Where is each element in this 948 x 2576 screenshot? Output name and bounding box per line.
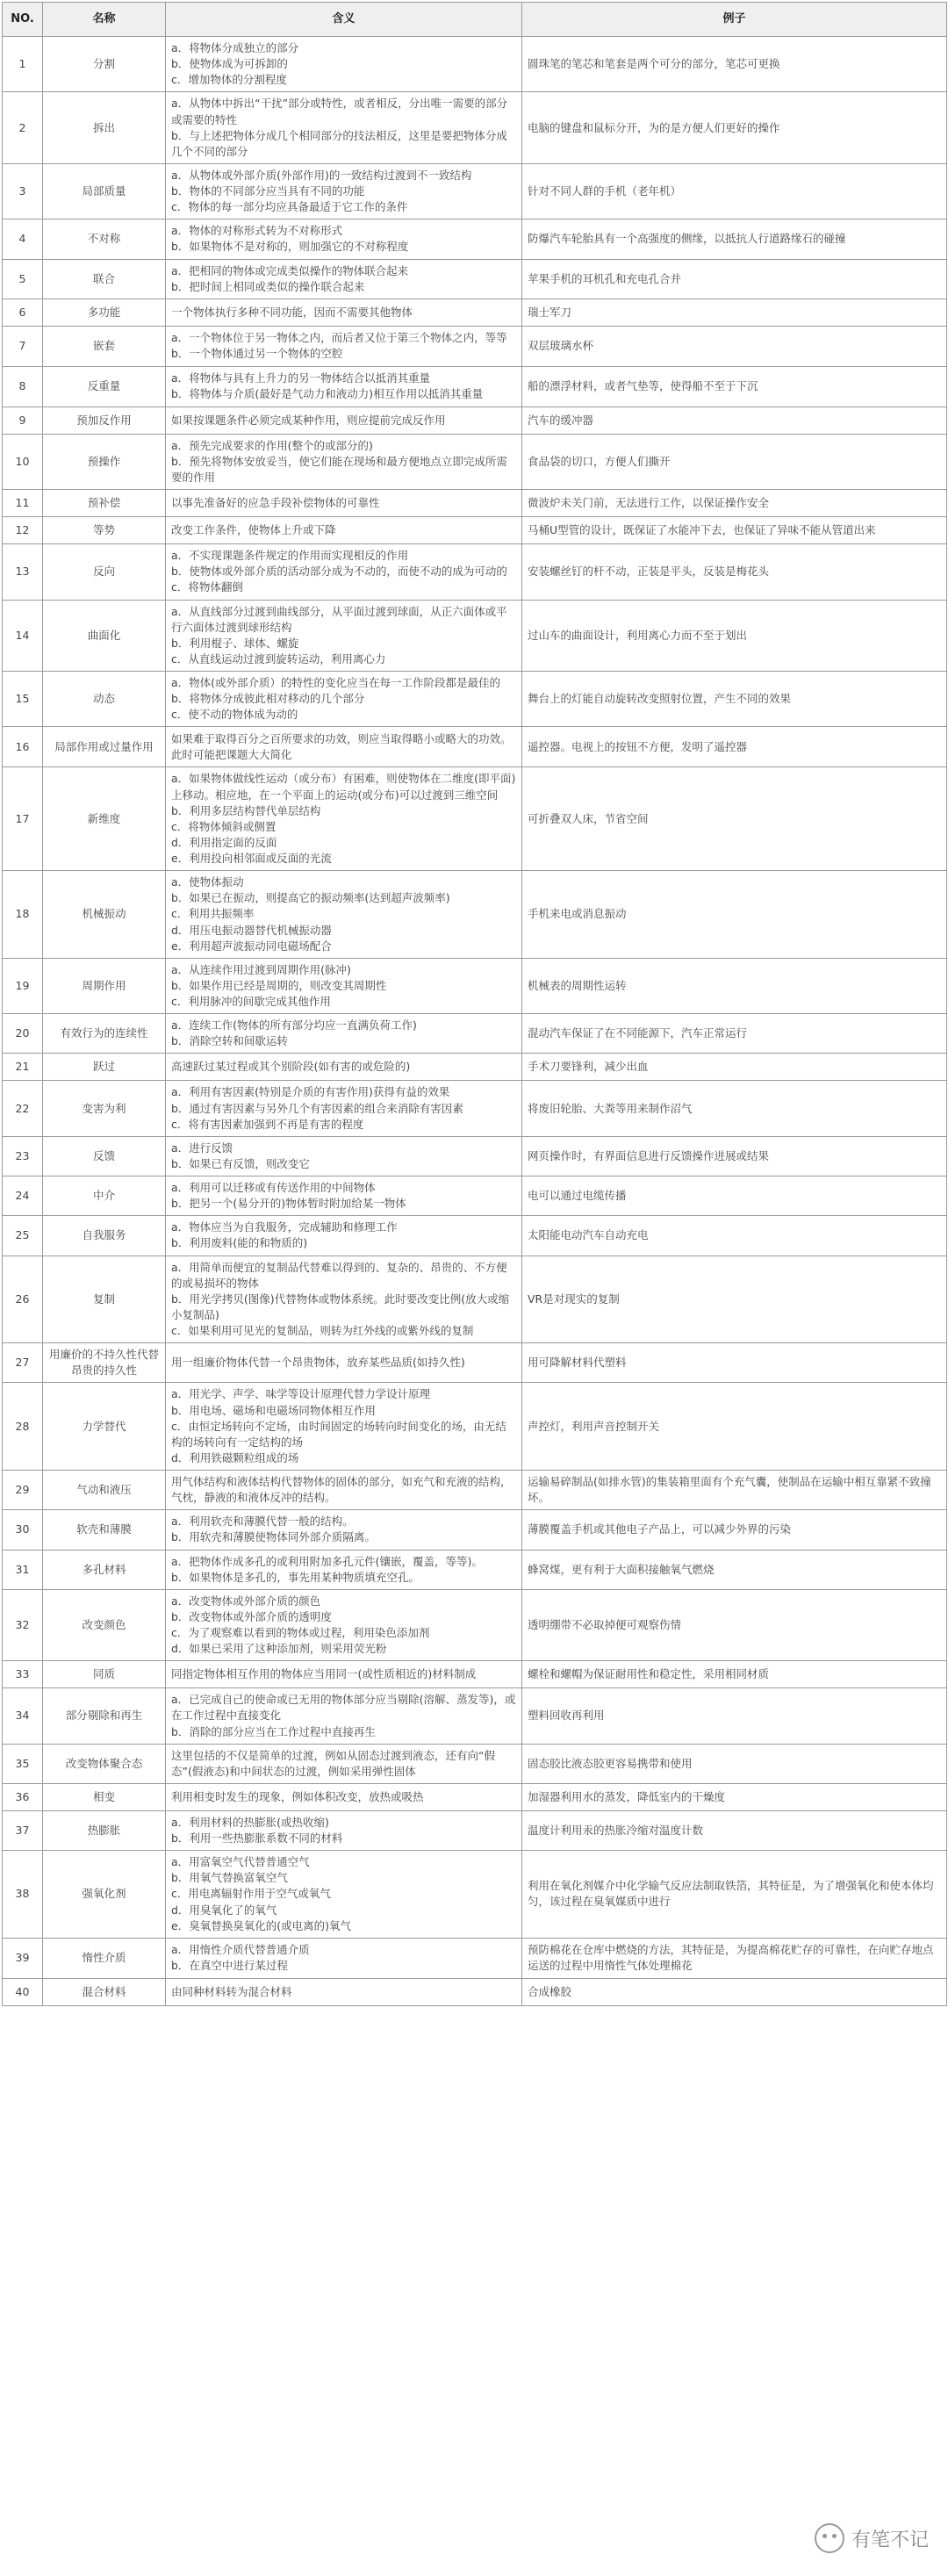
- cell-name: 动态: [43, 672, 166, 727]
- table-row: [3, 871, 947, 959]
- cell-example: 温度计利用汞的热胀冷缩对温度计数: [522, 1810, 947, 1850]
- cell-meaning: 一个物体执行多种不同功能，因而不需要其他物体: [166, 299, 522, 326]
- cell-name: 跃过: [43, 1054, 166, 1081]
- cell-no: 24: [3, 1176, 43, 1216]
- cell-no: 30: [3, 1510, 43, 1550]
- cell-name: 复制: [43, 1256, 166, 1343]
- cell-meaning: a．用惰性介质代替普通介质 b．在真空中进行某过程: [166, 1938, 522, 1978]
- header-no: NO.: [3, 3, 43, 37]
- cell-example: 遥控器。电视上的按钮不方便，发明了遥控器: [522, 727, 947, 767]
- table-row: [3, 1383, 947, 1471]
- cell-no: 17: [3, 767, 43, 871]
- watermark-text: 有笔不记: [851, 2529, 929, 2551]
- cell-no: 7: [3, 326, 43, 366]
- table-row: [3, 1810, 947, 1850]
- table-row: [3, 407, 947, 434]
- table-row: [3, 1661, 947, 1688]
- cell-example: 双层玻璃水杯: [522, 326, 947, 366]
- cell-name: 新维度: [43, 767, 166, 871]
- cell-name: 用廉价的不持久性代替昂贵的持久性: [43, 1343, 166, 1383]
- cell-name: 改变颜色: [43, 1589, 166, 1661]
- cell-example: 预防棉花在仓库中燃烧的方法，其特征是，为提高棉花贮存的可靠性，在向贮存地点运送的过程中用惰性气体处理棉花: [522, 1938, 947, 1978]
- table-row: [3, 490, 947, 517]
- cell-meaning: 利用相变时发生的现象，例如体积改变，放热或吸热: [166, 1783, 522, 1810]
- cell-name: 有效行为的连续性: [43, 1014, 166, 1054]
- cell-name: 局部作用或过量作用: [43, 727, 166, 767]
- table-row: [3, 219, 947, 259]
- cell-meaning: a．利用材料的热膨胀(或热收缩) b．利用一些热膨胀系数不同的材料: [166, 1810, 522, 1850]
- cell-no: 40: [3, 1978, 43, 2005]
- cell-example: 用可降解材料代塑料: [522, 1343, 947, 1383]
- cell-name: 软壳和薄膜: [43, 1510, 166, 1550]
- table-row: [3, 1589, 947, 1661]
- cell-meaning: a．物体的对称形式转为不对称形式 b．如果物体不是对称的，则加强它的不对称程度: [166, 219, 522, 259]
- cell-meaning: 如果难于取得百分之百所要求的功效，则应当取得略小或略大的功效。此时可能把课题大大简化: [166, 727, 522, 767]
- cell-example: 加湿器利用水的蒸发，降低室内的干燥度: [522, 1783, 947, 1810]
- cell-meaning: 同指定物体相互作用的物体应当用同一(或性质相近的)材料制成: [166, 1661, 522, 1688]
- cell-meaning: a．预先完成要求的作用(整个的或部分的) b．预先将物体安放妥当，使它们能在现场和最方便地点立即完成所需要的作用: [166, 434, 522, 489]
- cell-example: 针对不同人群的手机（老年机）: [522, 163, 947, 219]
- cell-name: 热膨胀: [43, 1810, 166, 1850]
- cell-name: 强氧化剂: [43, 1851, 166, 1939]
- cell-name: 气动和液压: [43, 1471, 166, 1510]
- cell-example: 运输易碎制品(如排水管)的集装箱里面有个充气囊，使制品在运输中相互靠紧不致撞坏。: [522, 1471, 947, 1510]
- cell-no: 15: [3, 672, 43, 727]
- table-row: [3, 1471, 947, 1510]
- cell-example: 马桶U型管的设计，既保证了水能冲下去，也保证了异味不能从管道出来: [522, 517, 947, 544]
- table-row: [3, 1081, 947, 1136]
- table-row: [3, 37, 947, 92]
- cell-no: 29: [3, 1471, 43, 1510]
- cell-meaning: a．把相同的物体或完成类似操作的物体联合起来 b．把时间上相同或类似的操作联合起来: [166, 259, 522, 299]
- cell-example: 手术刀要锋利，减少出血: [522, 1054, 947, 1081]
- table-row: [3, 1054, 947, 1081]
- cell-example: 舞台上的灯能自动旋转改变照射位置，产生不同的效果: [522, 672, 947, 727]
- table-row: [3, 958, 947, 1013]
- cell-name: 反向: [43, 544, 166, 600]
- table-row: [3, 434, 947, 489]
- cell-no: 16: [3, 727, 43, 767]
- cell-no: 20: [3, 1014, 43, 1054]
- cell-example: 机械表的周期性运转: [522, 958, 947, 1013]
- cell-name: 多功能: [43, 299, 166, 326]
- cell-name: 混合材料: [43, 1978, 166, 2005]
- cell-no: 12: [3, 517, 43, 544]
- cell-name: 反馈: [43, 1136, 166, 1176]
- cell-meaning: a．利用有害因素(特别是介质的有害作用)获得有益的效果 b．通过有害因素与另外几个有害因素的组合来消除有害因素 c．将有害因素加强到不再是有害的程度: [166, 1081, 522, 1136]
- wechat-icon: [815, 2523, 844, 2553]
- cell-meaning: a．将物体分成独立的部分 b．使物体成为可拆卸的 c．增加物体的分割程度: [166, 37, 522, 92]
- inventive-principles-table: [2, 2, 947, 2006]
- cell-meaning: a．一个物体位于另一物体之内，而后者又位于第三个物体之内，等等 b．一个物体通过另一个物体的空腔: [166, 326, 522, 366]
- watermark: [815, 2523, 929, 2553]
- table-row: [3, 366, 947, 407]
- cell-meaning: 这里包括的不仅是简单的过渡，例如从固态过渡到液态，还有向“假态”(假液态)和中间状态的过渡，例如采用弹性固体: [166, 1744, 522, 1783]
- cell-meaning: 用一组廉价物体代替一个昂贵物体，放弃某些品质(如持久性): [166, 1343, 522, 1383]
- cell-no: 3: [3, 163, 43, 219]
- cell-example: 船的漂浮材料，或者气垫等，使得船不至于下沉: [522, 366, 947, 407]
- cell-example: 太阳能电动汽车自动充电: [522, 1216, 947, 1256]
- cell-example: 微波炉未关门前，无法进行工作，以保证操作安全: [522, 490, 947, 517]
- cell-example: 将废旧轮胎、大粪等用来制作沼气: [522, 1081, 947, 1136]
- cell-example: 食品袋的切口，方便人们撕开: [522, 434, 947, 489]
- table-row: [3, 544, 947, 600]
- cell-example: 螺栓和螺帽为保证耐用性和稳定性，采用相同材质: [522, 1661, 947, 1688]
- cell-example: 防爆汽车轮胎具有一个高强度的侧缘，以抵抗人行道路缘石的碰撞: [522, 219, 947, 259]
- cell-meaning: a．物体应当为自我服务，完成辅助和修理工作 b．利用废料(能的和物质的): [166, 1216, 522, 1256]
- cell-name: 预加反作用: [43, 407, 166, 434]
- cell-no: 28: [3, 1383, 43, 1471]
- cell-name: 同质: [43, 1661, 166, 1688]
- table-row: [3, 1783, 947, 1810]
- cell-no: 13: [3, 544, 43, 600]
- cell-example: 圆珠笔的笔芯和笔套是两个可分的部分，笔芯可更换: [522, 37, 947, 92]
- cell-name: 联合: [43, 259, 166, 299]
- cell-meaning: a．用简单而便宜的复制品代替难以得到的、复杂的、昂贵的、不方便的或易损坏的物体 b．用光学拷贝(图像)代替物体或物体系统。此时要改变比例(放大或缩小复制品) c．如果利用可见光的复制品，则转为红外线的或紫外线的复制: [166, 1256, 522, 1343]
- cell-name: 不对称: [43, 219, 166, 259]
- cell-name: 机械振动: [43, 871, 166, 959]
- cell-example: 合成橡胶: [522, 1978, 947, 2005]
- cell-no: 9: [3, 407, 43, 434]
- cell-no: 18: [3, 871, 43, 959]
- table-row: [3, 600, 947, 672]
- cell-example: 薄膜覆盖手机或其他电子产品上，可以减少外界的污染: [522, 1510, 947, 1550]
- cell-name: 自我服务: [43, 1216, 166, 1256]
- cell-no: 39: [3, 1938, 43, 1978]
- cell-name: 反重量: [43, 366, 166, 407]
- table-row: [3, 299, 947, 326]
- table-row: [3, 1216, 947, 1256]
- cell-name: 多孔材料: [43, 1550, 166, 1589]
- cell-name: 周期作用: [43, 958, 166, 1013]
- header-row: [3, 3, 947, 37]
- cell-meaning: a．从物体或外部介质(外部作用)的一致结构过渡到不一致结构 b．物体的不同部分应当具有不同的功能 c．物体的每一部分均应具备最适于它工作的条件: [166, 163, 522, 219]
- cell-meaning: a．使物体振动 b．如果已在振动，则提高它的振动频率(达到超声波频率) c．利用共振频率 d．用压电振动器替代机械振动器 e．利用超声波振动同电磁场配合: [166, 871, 522, 959]
- cell-no: 19: [3, 958, 43, 1013]
- cell-name: 预补偿: [43, 490, 166, 517]
- cell-name: 相变: [43, 1783, 166, 1810]
- cell-example: 混动汽车保证了在不同能源下，汽车正常运行: [522, 1014, 947, 1054]
- table-row: [3, 259, 947, 299]
- cell-name: 变害为利: [43, 1081, 166, 1136]
- cell-name: 预操作: [43, 434, 166, 489]
- cell-example: 蜂窝煤，更有利于大面积接触氧气燃烧: [522, 1550, 947, 1589]
- cell-meaning: a．连续工作(物体的所有部分均应一直满负荷工作) b．消除空转和间歇运转: [166, 1014, 522, 1054]
- table-row: [3, 1176, 947, 1216]
- table-row: [3, 1014, 947, 1054]
- cell-meaning: a．不实现课题条件规定的作用而实现相反的作用 b．使物体或外部介质的活动部分成为不动的，而使不动的成为可动的 c．将物体翻倒: [166, 544, 522, 600]
- cell-no: 36: [3, 1783, 43, 1810]
- header-meaning: 含义: [166, 3, 522, 37]
- table-row: [3, 1978, 947, 2005]
- table-row: [3, 163, 947, 219]
- cell-no: 35: [3, 1744, 43, 1783]
- cell-no: 6: [3, 299, 43, 326]
- cell-example: 安装螺丝钉的杆不动，正装是平头，反装是梅花头: [522, 544, 947, 600]
- table-row: [3, 1550, 947, 1589]
- cell-meaning: a．已完成自己的使命或已无用的物体部分应当剔除(溶解、蒸发等)，或在工作过程中直接变化 b．消除的部分应当在工作过程中直接再生: [166, 1688, 522, 1744]
- table-row: [3, 1688, 947, 1744]
- header-name: 名称: [43, 3, 166, 37]
- cell-example: 利用在氧化剂媒介中化学输气反应法制取铁箔，其特征是，为了增强氧化和使本体均匀，该过程在臭氧媒质中进行: [522, 1851, 947, 1939]
- table-row: [3, 1510, 947, 1550]
- cell-meaning: a．将物体与具有上升力的另一物体结合以抵消其重量 b．将物体与介质(最好是气动力和液动力)相互作用以抵消其重量: [166, 366, 522, 407]
- cell-no: 11: [3, 490, 43, 517]
- cell-meaning: a．从物体中拆出“干扰”部分或特性，或者相反，分出唯一需要的部分或需要的特性 b．与上述把物体分成几个相同部分的技法相反，这里是要把物体分成几个不同的部分: [166, 92, 522, 164]
- table-row: [3, 326, 947, 366]
- cell-no: 5: [3, 259, 43, 299]
- cell-no: 14: [3, 600, 43, 672]
- cell-no: 33: [3, 1661, 43, 1688]
- cell-example: 塑料回收再利用: [522, 1688, 947, 1744]
- cell-no: 8: [3, 366, 43, 407]
- cell-name: 曲面化: [43, 600, 166, 672]
- cell-meaning: a．从连续作用过渡到周期作用(脉冲) b．如果作用已经是周期的，则改变其周期性 c．利用脉冲的间歇完成其他作用: [166, 958, 522, 1013]
- cell-name: 改变物体聚合态: [43, 1744, 166, 1783]
- cell-no: 31: [3, 1550, 43, 1589]
- table-row: [3, 672, 947, 727]
- cell-example: 可折叠双人床，节省空间: [522, 767, 947, 871]
- table-row: [3, 517, 947, 544]
- cell-example: 声控灯，利用声音控制开关: [522, 1383, 947, 1471]
- cell-example: 固态胶比液态胶更容易携带和使用: [522, 1744, 947, 1783]
- table-row: [3, 727, 947, 767]
- cell-no: 23: [3, 1136, 43, 1176]
- cell-meaning: a．利用软壳和薄膜代替一般的结构。 b．用软壳和薄膜使物体同外部介质隔离。: [166, 1510, 522, 1550]
- cell-meaning: a．如果物体做线性运动（或分布）有困难，则使物体在二维度(即平面)上移动。相应地，在一个平面上的运动(或分布)可以过渡到三维空间 b．利用多层结构替代单层结构 c．将物体倾斜或侧置 d．利用指定面的反面 e．利用投向相邻面或反面的光流: [166, 767, 522, 871]
- table-row: [3, 1136, 947, 1176]
- cell-name: 分割: [43, 37, 166, 92]
- cell-example: 手机来电或消息振动: [522, 871, 947, 959]
- cell-example: 网页操作时，有界面信息进行反馈操作进展或结果: [522, 1136, 947, 1176]
- cell-meaning: 高速跃过某过程或其个别阶段(如有害的或危险的): [166, 1054, 522, 1081]
- cell-meaning: 改变工作条件，使物体上升或下降: [166, 517, 522, 544]
- cell-example: VR是对现实的复制: [522, 1256, 947, 1343]
- cell-name: 嵌套: [43, 326, 166, 366]
- table-row: [3, 1851, 947, 1939]
- cell-meaning: a．物体(或外部介质）的特性的变化应当在每一工作阶段都是最佳的 b．将物体分成彼此相对移动的几个部分 c．使不动的物体成为动的: [166, 672, 522, 727]
- table-row: [3, 767, 947, 871]
- cell-no: 4: [3, 219, 43, 259]
- table-row: [3, 1938, 947, 1978]
- cell-name: 局部质量: [43, 163, 166, 219]
- cell-example: 电可以通过电缆传播: [522, 1176, 947, 1216]
- cell-name: 惰性介质: [43, 1938, 166, 1978]
- header-example: 例子: [522, 3, 947, 37]
- cell-no: 25: [3, 1216, 43, 1256]
- cell-no: 38: [3, 1851, 43, 1939]
- cell-meaning: a．利用可以迁移或有传送作用的中间物体 b．把另一个(易分开的)物体暂时附加给某一物体: [166, 1176, 522, 1216]
- cell-example: 过山车的曲面设计，利用离心力而不至于划出: [522, 600, 947, 672]
- cell-no: 10: [3, 434, 43, 489]
- cell-meaning: 由同种材料转为混合材料: [166, 1978, 522, 2005]
- cell-no: 27: [3, 1343, 43, 1383]
- cell-name: 部分剔除和再生: [43, 1688, 166, 1744]
- cell-no: 37: [3, 1810, 43, 1850]
- cell-no: 2: [3, 92, 43, 164]
- cell-example: 瑞士军刀: [522, 299, 947, 326]
- table-row: [3, 1343, 947, 1383]
- table-row: [3, 92, 947, 164]
- cell-name: 拆出: [43, 92, 166, 164]
- cell-name: 力学替代: [43, 1383, 166, 1471]
- cell-meaning: 如果按课题条件必须完成某种作用，则应提前完成反作用: [166, 407, 522, 434]
- cell-no: 32: [3, 1589, 43, 1661]
- cell-meaning: a．把物体作成多孔的或利用附加多孔元件(镶嵌，覆盖，等等)。 b．如果物体是多孔的，事先用某种物质填充空孔。: [166, 1550, 522, 1589]
- cell-no: 22: [3, 1081, 43, 1136]
- cell-meaning: 以事先准备好的应急手段补偿物体的可靠性: [166, 490, 522, 517]
- cell-no: 34: [3, 1688, 43, 1744]
- cell-example: 汽车的缓冲器: [522, 407, 947, 434]
- cell-meaning: a．用富氧空气代替普通空气 b．用氧气替换富氧空气 c．用电离辐射作用于空气或氧气 d．用臭氧化了的氧气 e．臭氧替换臭氧化的(或电离的)氧气: [166, 1851, 522, 1939]
- cell-meaning: a．进行反馈 b．如果已有反馈，则改变它: [166, 1136, 522, 1176]
- cell-meaning: 用气体结构和液体结构代替物体的固体的部分，如充气和充液的结构，气枕，静液的和液体反冲的结构。: [166, 1471, 522, 1510]
- cell-no: 26: [3, 1256, 43, 1343]
- cell-name: 中介: [43, 1176, 166, 1216]
- cell-no: 21: [3, 1054, 43, 1081]
- table-row: [3, 1744, 947, 1783]
- cell-no: 1: [3, 37, 43, 92]
- cell-name: 等势: [43, 517, 166, 544]
- cell-example: 透明绷带不必取掉便可观察伤情: [522, 1589, 947, 1661]
- table-row: [3, 1256, 947, 1343]
- cell-meaning: a．改变物体或外部介质的颜色 b．改变物体或外部介质的透明度 c．为了观察难以看到的物体或过程，利用染色添加剂 d．如果已采用了这种添加剂，则采用荧光粉: [166, 1589, 522, 1661]
- cell-meaning: a．用光学、声学、味学等设计原理代替力学设计原理 b．用电场、磁场和电磁场同物体相互作用 c．由恒定场转向不定场，由时间固定的场转向时间变化的场，由无结构的场转向有一定结构的场 d．利用铁磁颗粒组成的场: [166, 1383, 522, 1471]
- cell-example: 电脑的键盘和鼠标分开，为的是方便人们更好的操作: [522, 92, 947, 164]
- cell-example: 苹果手机的耳机孔和充电孔合并: [522, 259, 947, 299]
- cell-meaning: a．从直线部分过渡到曲线部分，从平面过渡到球面，从正六面体或平行六面体过渡到球形结构 b．利用棍子、球体、螺旋 c．从直线运动过渡到旋转运动，利用离心力: [166, 600, 522, 672]
